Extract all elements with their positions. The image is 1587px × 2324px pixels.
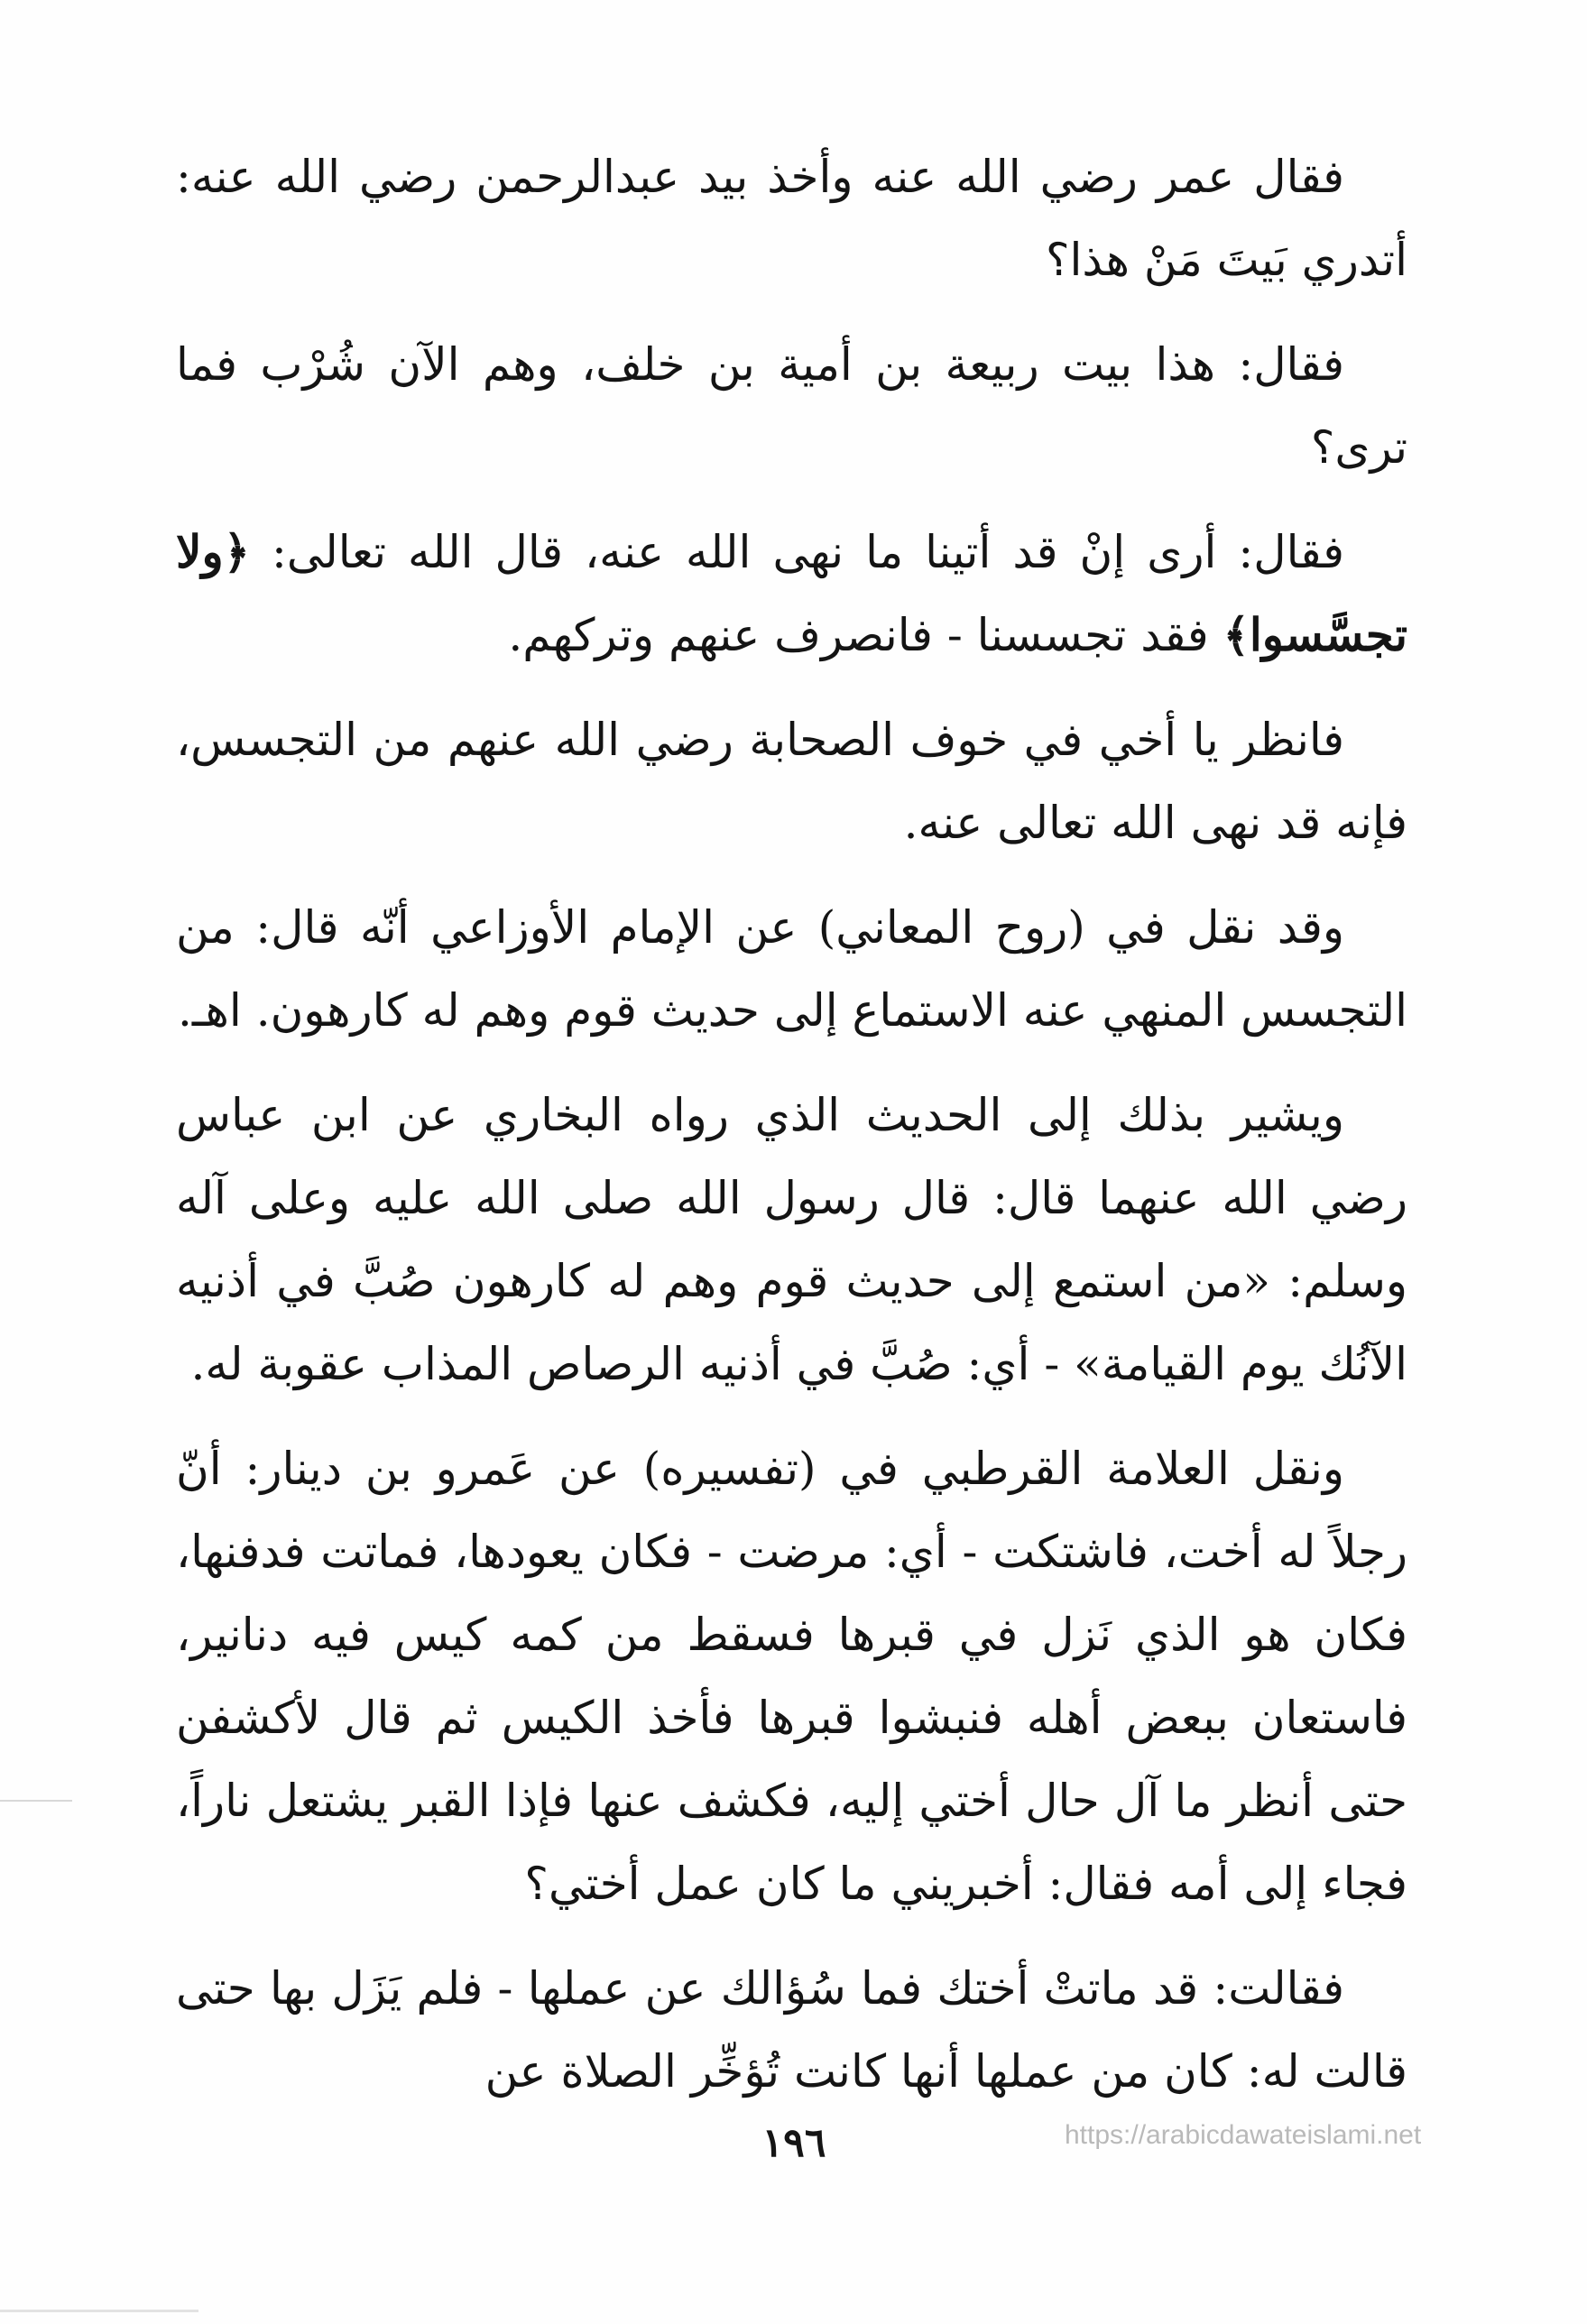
paragraph-8: فقالت: قد ماتتْ أختك فما سُؤالك عن عملها - فلم يَزَل بها حتى قالت له: كان من عملها أنها كانت تُؤخِّر الصلاة عن: [176, 1962, 1407, 2098]
paragraph-3-text: فقال: أرى إنْ قد أتينا ما نهى الله عنه، قال الله تعالى:: [272, 526, 1344, 578]
body-text: [176, 135, 1407, 2135]
watermark-url[interactable]: https://arabicdawateislami.net: [1065, 2120, 1422, 2150]
paragraph-6: ويشير بذلك إلى الحديث الذي رواه البخاري عن ابن عباس رضي الله عنهما قال: قال رسول الله صلى الله عليه وعلى آله وسلم: «من استمع إلى حديث قوم وهم له كارهون صُبَّ في أذنيه الآنُك يوم القيامة» - أي: صُبَّ في أذنيه الرصاص المذاب عقوبة له.: [176, 1089, 1407, 1390]
scan-artifact-line: [0, 1800, 72, 1802]
paragraph-3-continuation: فقد تجسسنا - فانصرف عنهم وتركهم.: [508, 609, 1223, 661]
scan-artifact-bottom: [0, 2310, 198, 2312]
paragraph-4: فانظر يا أخي في خوف الصحابة رضي الله عنهم من التجسس، فإنه قد نهى الله تعالى عنه.: [176, 714, 1407, 849]
paragraph-1: فقال عمر رضي الله عنه وأخذ بيد عبدالرحمن رضي الله عنه: أتدري بَيتَ مَنْ هذا؟: [176, 151, 1407, 286]
paragraph-2: فقال: هذا بيت ربيعة بن أمية بن خلف، وهم الآن شُرْب فما ترى؟: [176, 338, 1407, 474]
quran-verse: ﴿ولا تجسَّسوا﴾: [176, 525, 1407, 661]
paragraph-5: وقد نقل في (روح المعاني) عن الإمام الأوزاعي أنّه قال: من التجسس المنهي عنه الاستماع إلى حديث قوم وهم له كارهون. اهـ.: [176, 901, 1407, 1037]
page-number: ١٩٦: [761, 2120, 826, 2166]
paragraph-3: [176, 511, 1407, 677]
paragraph-7: ونقل العلامة القرطبي في (تفسيره) عن عَمرو بن دينار: أنّ رجلاً له أخت، فاشتكت - أي: مرضت - فكان يعودها، فماتت فدفنها، فكان هو الذي نَزل في قبرها فسقط من كمه كيس فيه دنانير، فاستعان ببعض أهله فنبشوا قبرها فأخذ الكيس ثم قال لأكشفن حتى أنظر ما آل حال أختي إليه، فكشف عنها فإذا القبر يشتعل ناراً، فجاء إلى أمه فقال: أخبريني ما كان عمل أختي؟: [176, 1443, 1407, 1910]
